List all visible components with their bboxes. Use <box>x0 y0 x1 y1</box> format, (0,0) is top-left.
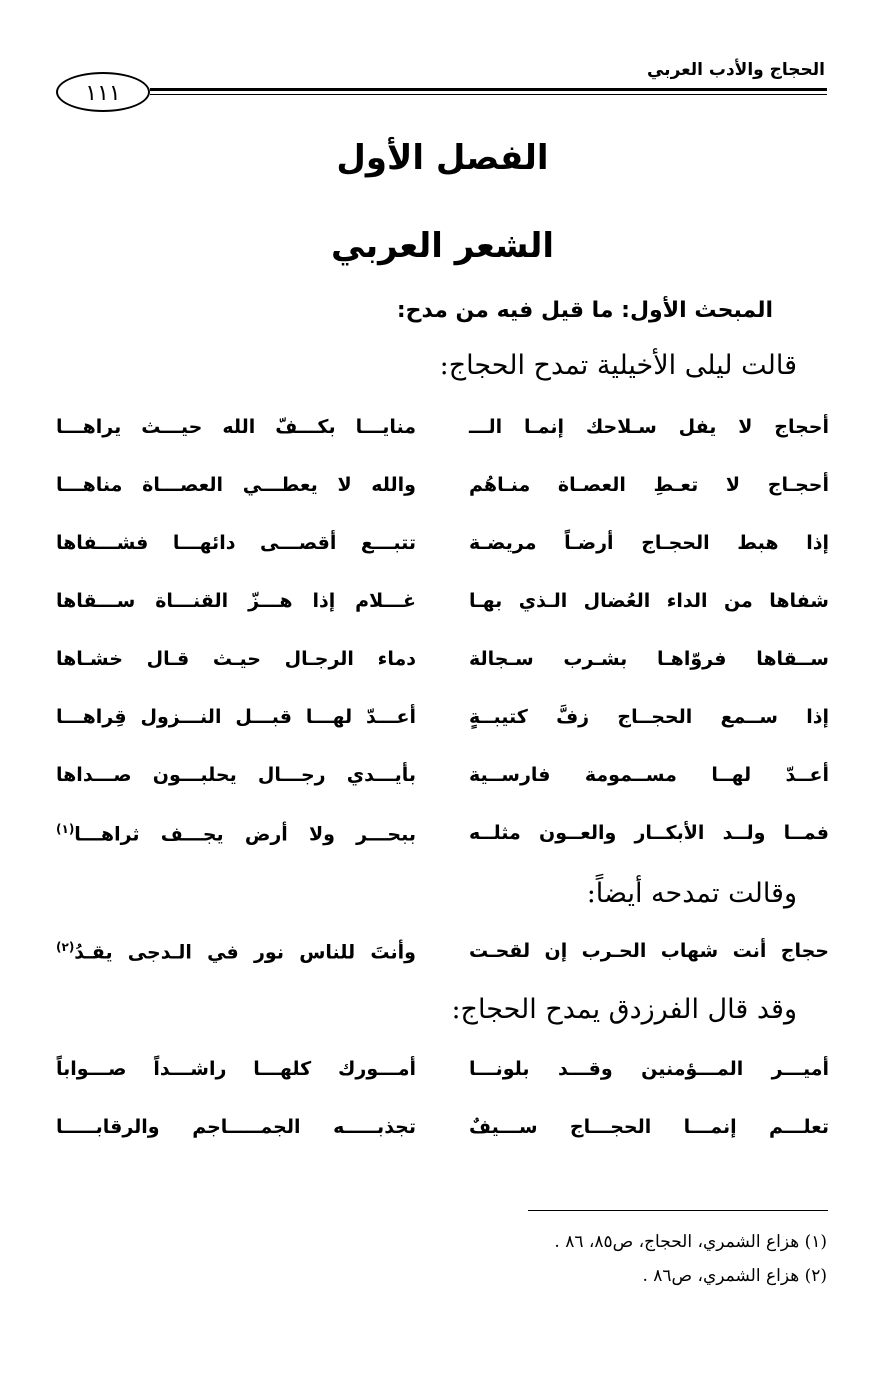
footnote-marker: (٢) <box>56 940 75 954</box>
verse-second-hemistich: بأيـــدي رجـــال يحلبـــون صـــداها <box>56 764 416 786</box>
subheading: المبحث الأول: ما قيل فيه من مدح: <box>396 298 773 323</box>
verse-first-hemistich: أعــدّ لهــا مســمومة فارســية <box>469 764 829 786</box>
verse-second-hemistich: منايـــا بكـــفّ الله حيـــث يراهـــا <box>56 416 416 438</box>
verse-first-hemistich: أميـــر المـــؤمنين وقـــد بلونـــا <box>469 1058 829 1080</box>
header-rule-thin <box>150 94 827 95</box>
verse-text: وأنتَ للناس نور في الـدجى يقـدُ <box>74 941 416 964</box>
verse-second-hemistich: والله لا يعطـــي العصـــاة مناهـــا <box>56 474 416 496</box>
verse-line <box>56 1116 829 1150</box>
verse-line <box>56 822 829 856</box>
intro-text: وقالت تمدحه أيضاً: <box>586 878 797 909</box>
verse-first-hemistich: ســقاها فروّاهـا بشـرب سـجالة <box>469 648 829 670</box>
verse-second-hemistich: أعـــدّ لهـــا قبـــل النـــزول قِراهـــا <box>56 706 416 728</box>
footnote-separator <box>528 1210 828 1211</box>
verse-second-hemistich <box>56 822 416 845</box>
verse-first-hemistich: حجاج أنت شهاب الحـرب إن لقحـت <box>469 940 829 962</box>
verse-line <box>56 532 829 566</box>
intro-text: قالت ليلى الأخيلية تمدح الحجاج: <box>439 350 797 381</box>
verse-line <box>56 416 829 450</box>
verse-first-hemistich: شفاها من الداء العُضال الـذي بهـا <box>469 590 829 612</box>
verse-first-hemistich: أحجاج لا يفل سـلاحك إنمـا الـــ <box>469 416 829 438</box>
header-rule <box>150 88 827 91</box>
chapter-title: الفصل الأول <box>336 138 549 178</box>
verse-line <box>56 590 829 624</box>
verse-second-hemistich: دماء الرجـال حيـث قـال خشـاها <box>56 648 416 670</box>
section-title: الشعر العربي <box>330 226 555 266</box>
verse-text: ببحـــر ولا أرض يجـــف ثراهـــا <box>74 823 416 846</box>
verse-second-hemistich: تتبـــع أقصـــى دائهـــا فشـــفاها <box>56 532 416 554</box>
verse-first-hemistich: إذا هبط الحجـاج أرضـاً مريضـة <box>469 532 829 554</box>
page-number: ١١١ <box>56 72 150 112</box>
verse-line <box>56 1058 829 1092</box>
verse-second-hemistich <box>56 940 416 963</box>
verse-second-hemistich: غـــلام إذا هـــزّ القنـــاة ســـقاها <box>56 590 416 612</box>
intro-text: وقد قال الفرزدق يمدح الحجاج: <box>451 994 797 1025</box>
footnote: (١) هزاع الشمري، الحجاج، ص٨٥، ٨٦ . <box>554 1232 827 1252</box>
footnote-marker: (١) <box>56 822 75 836</box>
verse-first-hemistich: فمــا ولــد الأبكــار والعــون مثلــه <box>469 822 829 844</box>
verse-line <box>56 648 829 682</box>
verse-line <box>56 764 829 798</box>
verse-first-hemistich: تعلـــم إنمـــا الحجـــاج ســـيفٌ <box>469 1116 829 1138</box>
verse-second-hemistich: أمـــورك كلهـــا راشـــداً صـــواباً <box>56 1058 416 1080</box>
verse-second-hemistich: تجذبـــــه الجمـــــاجم والرقابـــــا <box>56 1116 416 1138</box>
verse-line <box>56 706 829 740</box>
footnote: (٢) هزاع الشمري، ص٨٦ . <box>642 1266 827 1286</box>
verse-line <box>56 474 829 508</box>
running-title: الحجاج والأدب العربي <box>646 60 825 80</box>
verse-first-hemistich: إذا ســمع الحجــاج زفَّ كتيبــةٍ <box>469 706 829 728</box>
verse-line <box>56 940 829 974</box>
verse-first-hemistich: أحجـاج لا تعـطِ العصـاة منـاهُم <box>469 474 829 496</box>
